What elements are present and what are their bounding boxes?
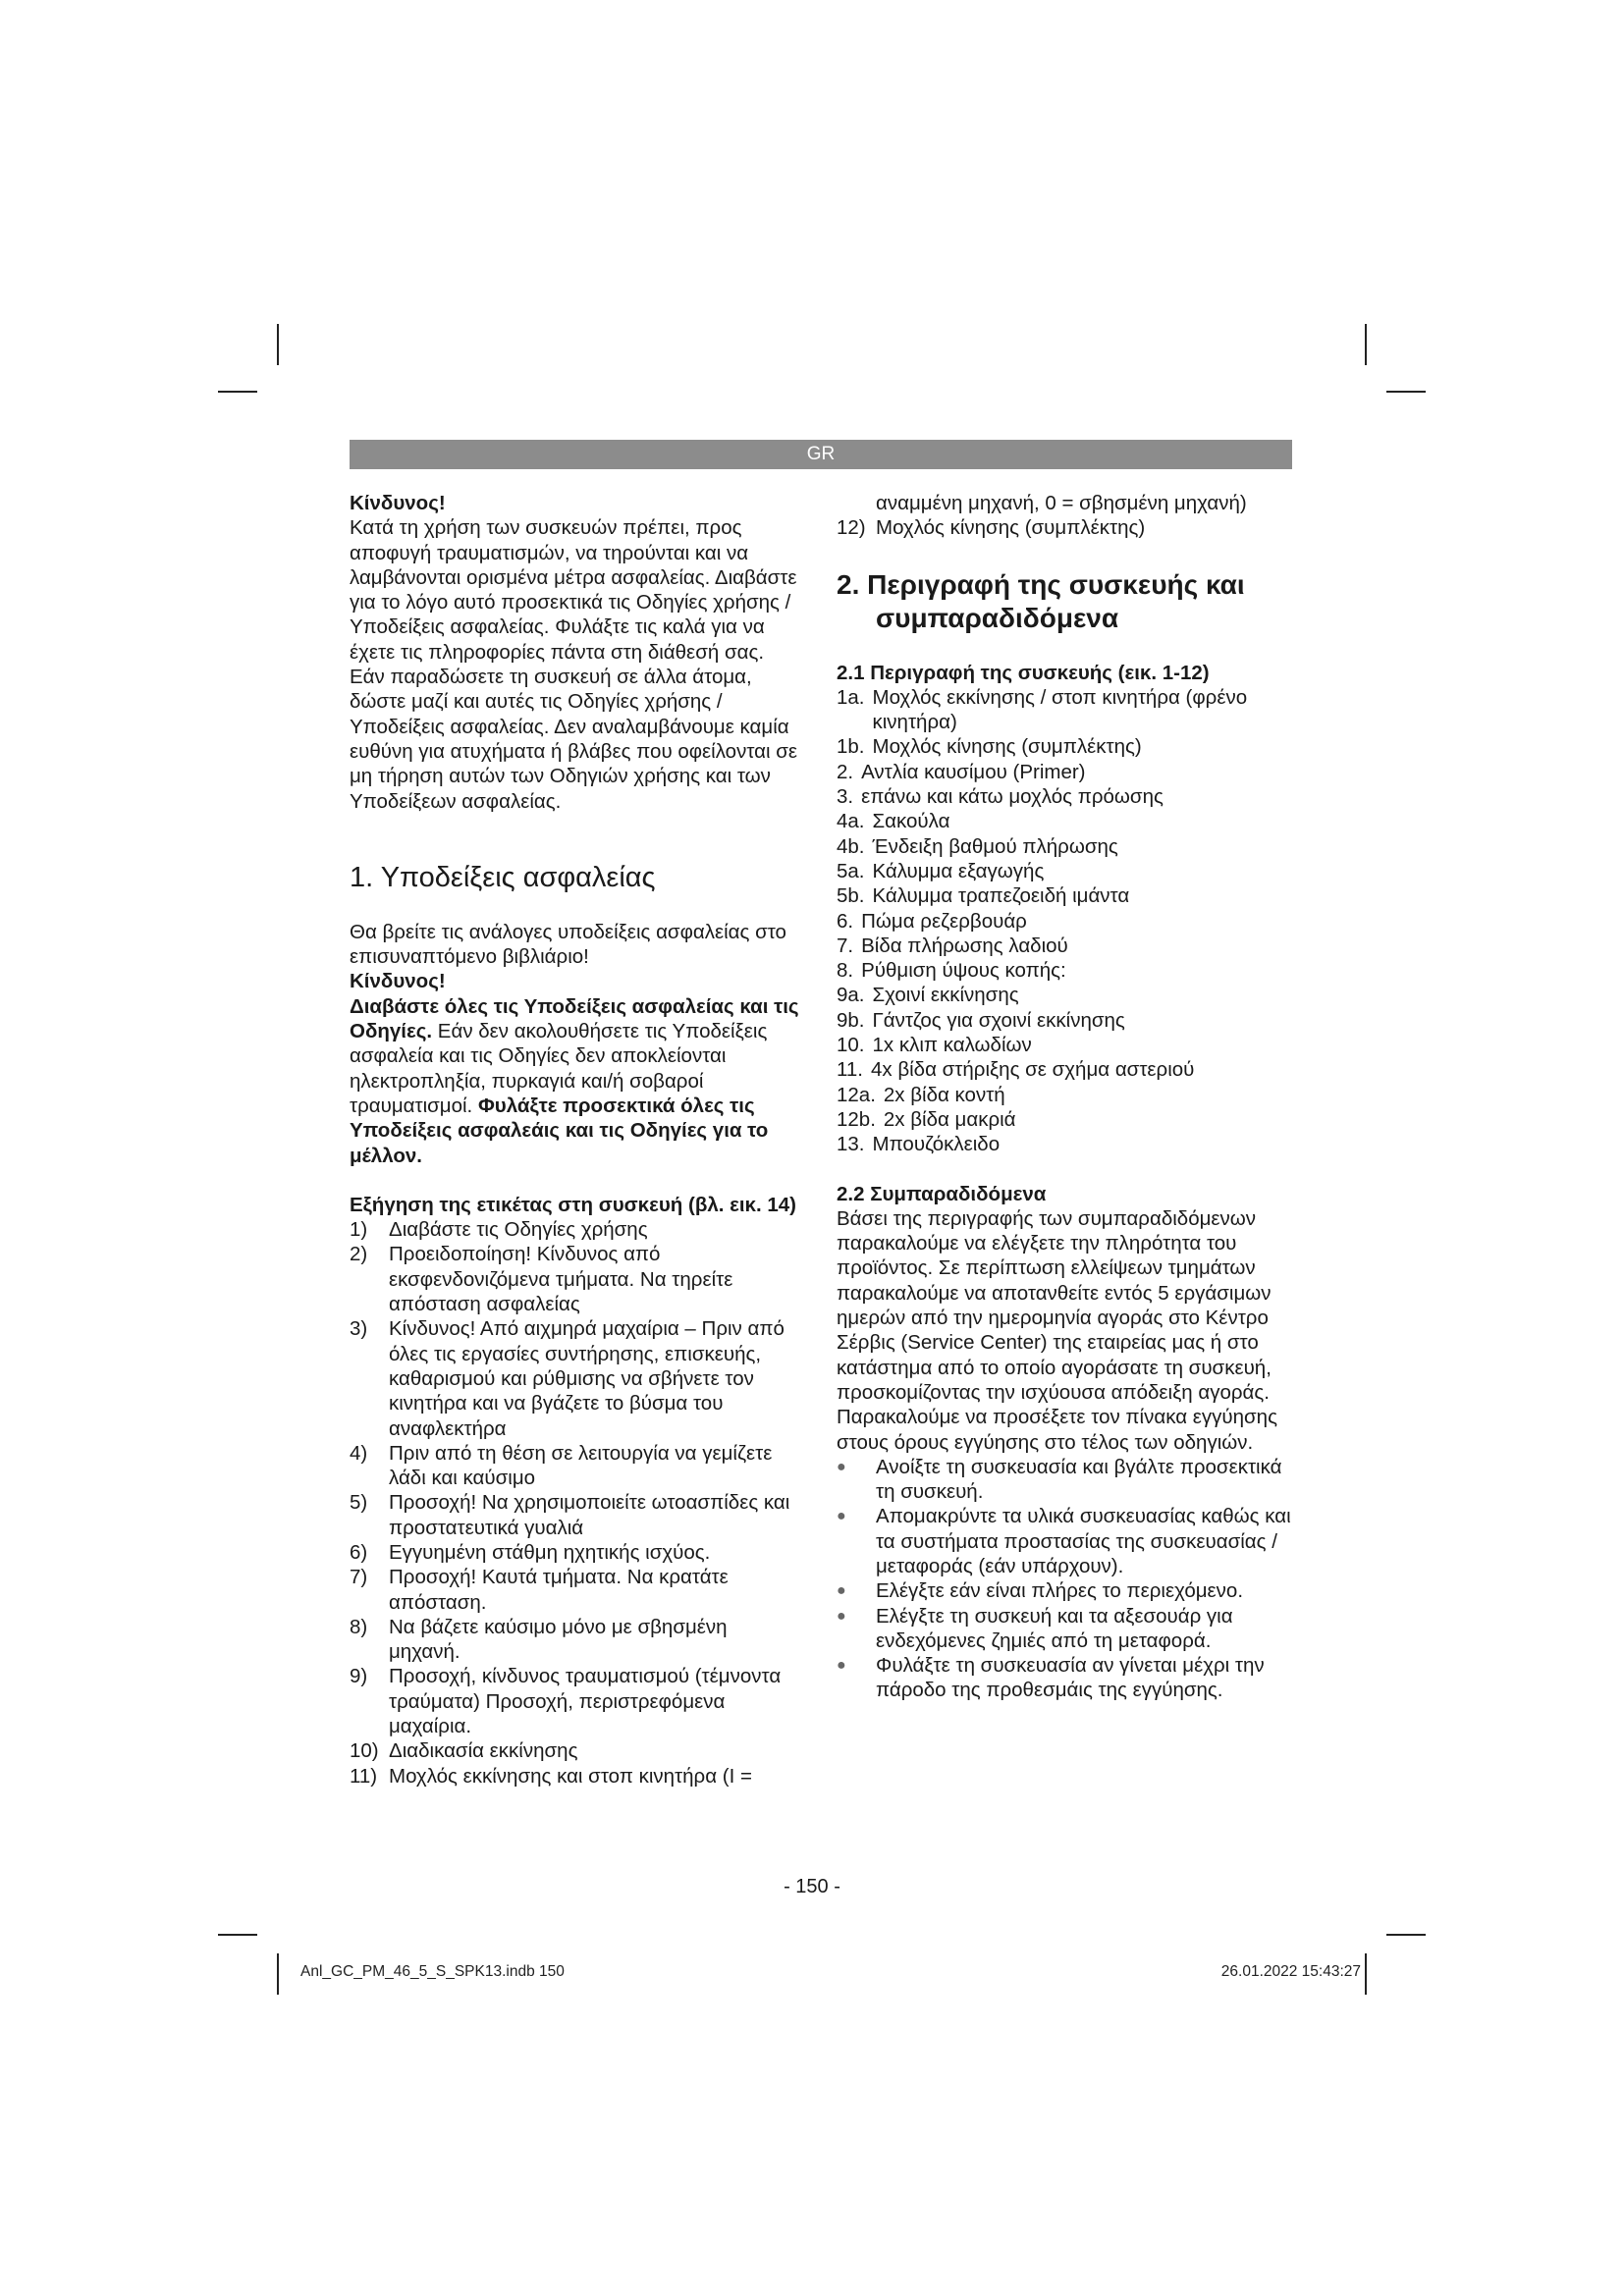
part-item: 10. 1x κλιπ καλωδίων xyxy=(837,1034,1032,1057)
part-item: 4b. Ένδειξη βαθμού πλήρωσης xyxy=(837,834,1118,858)
part-item: 12b. 2x βίδα μακριά xyxy=(837,1107,1016,1131)
list-item: 4) Πριν από τη θέση σε λειτουργία να γεμίζετε λάδι και καύσιμο xyxy=(350,1441,773,1490)
list-item: 8) Να βάζετε καύσιμο μόνο με σβησμένη μηχανή. xyxy=(350,1615,728,1664)
part-item: 9b. Γάντζος για σχοινί εκκίνησης xyxy=(837,1008,1125,1032)
part-item: 5b. Κάλυμμα τραπεζοειδή ιμάντα xyxy=(837,884,1130,908)
subsection-2-2-heading: 2.2 Συμπαραδιδόμενα xyxy=(837,1182,1047,1205)
danger-title-2: Κίνδυνος! xyxy=(350,970,446,993)
danger-paragraph-2 xyxy=(350,994,801,1168)
parts-list xyxy=(837,685,1292,1157)
part-item: 11. 4x βίδα στήριξης σε σχήμα αστεριού xyxy=(837,1058,1195,1082)
list-item: 5) Προσοχή! Να χρησιμοποιείτε ωτοασπίδες και προστατευτικά γυαλιά xyxy=(350,1491,790,1539)
part-item: 9a. Σχοινί εκκίνησης xyxy=(837,984,1019,1007)
danger-title: Κίνδυνος! xyxy=(350,492,446,514)
section-1-heading: 1. Υποδείξεις ασφαλείας xyxy=(350,861,656,893)
bullet-item: ● Φυλάξτε τη συσκευασία αν γίνεται μέχρι την πάροδο της προθεσμάις της εγγύησης. xyxy=(837,1654,1265,1702)
part-item: 6. Πώμα ρεζερβουάρ xyxy=(837,909,1027,933)
part-item: 4a. Σακούλα xyxy=(837,810,950,833)
page-number: - 150 - xyxy=(784,1876,840,1897)
part-item: 3. επάνω και κάτω μοχλός πρόωσης xyxy=(837,785,1164,809)
language-tag: GR xyxy=(806,444,836,464)
list-item: 7) Προσοχή! Καυτά τμήματα. Να κρατάτε απόσταση. xyxy=(350,1566,729,1614)
bullet-icon: ● xyxy=(837,1458,846,1475)
footer-filename: Anl_GC_PM_46_5_S_SPK13.indb 150 xyxy=(300,1963,565,1980)
list-item: 10) Διαδικασία εκκίνησης xyxy=(350,1739,578,1763)
part-item: 13. Μπουζόκλειδο xyxy=(837,1133,1001,1156)
crop-mark-top-left-horizontal xyxy=(218,391,257,393)
subsection-2-1-heading: 2.1 Περιγραφή της συσκευής (εικ. 1-12) xyxy=(837,661,1210,684)
part-item: 1b. Μοχλός κίνησης (συμπλέκτης) xyxy=(837,735,1142,759)
part-item: 1a. Μοχλός εκκίνησης / στοπ κινητήρα (φρένο κινητήρα) xyxy=(837,685,1248,734)
part-item: 7. Βίδα πλήρωσης λαδιού xyxy=(837,934,1068,957)
list-item: 11) Μοχλός εκκίνησης και στοπ κινητήρα (I = xyxy=(350,1764,752,1788)
list-item: 1) Διαβάστε τις Οδηγίες χρήσης xyxy=(350,1218,648,1242)
list-item: 6) Εγγυημένη στάθμη ηχητικής ισχύος. xyxy=(350,1540,711,1564)
list-item: 9) Προσοχή, κίνδυνος τραυματισμού (τέμνοντα τραύματα) Προσοχή, περιστρεφόμενα μαχαίρια. xyxy=(350,1665,782,1738)
list-item: 12) Μοχλός κίνησης (συμπλέκτης) xyxy=(837,516,1146,540)
section-2-heading: 2. Περιγραφή της συσκευής και συμπαραδιδόμενα xyxy=(837,568,1245,633)
list-continuation: αναμμένη μηχανή, 0 = σβησμένη μηχανή) xyxy=(876,492,1247,514)
crop-mark-top-right-vertical xyxy=(1365,324,1367,365)
label-explanation-heading: Εξήγηση της ετικέτας στη συσκευή (βλ. εικ. 14) xyxy=(350,1193,796,1216)
bullet-icon: ● xyxy=(837,1657,846,1675)
language-header-bar xyxy=(350,440,1292,469)
part-item: 5a. Κάλυμμα εξαγωγής xyxy=(837,859,1045,882)
bullet-item: ● Ανοίξτε τη συσκευασία και βγάλτε προσεκτικά τη συσκευή. xyxy=(837,1455,1282,1504)
bullet-item: ● Απομακρύντε τα υλικά συσκευασίας καθώς και τα συστήματα προστασίας της συσκευασίας / μεταφοράς (εάν υπάρχουν). xyxy=(837,1505,1291,1577)
crop-mark-top-left-vertical xyxy=(277,324,279,365)
bullet-icon: ● xyxy=(837,1508,846,1525)
footer-datetime: 26.01.2022 15:43:27 xyxy=(1220,1963,1361,1980)
scope-of-delivery-paragraph: Βάσει της περιγραφής των συμπαραδιδόμενων παρακαλούμε να ελέγξετε την πληρότητα του προϊόντος. Σε περίπτωση ελλείψεων τμημάτων παρακαλούμε να αποτανθείτε εντός 5 εργάσιμων ημερών από την ημερομηνία αγοράς στο Κέντρο Σέρβις (Service Center) της εταιρείας μας ή στο κατάστημα από το οποίο αγοράσατε τη συσκευή, προσκομίζοντας την ισχύουσα απόδειξη αγοράς. Παρακαλούμε να προσέξετε τον πίνακα εγγύησης στους όρους εγγύησης στο τέλος των οδηγιών. xyxy=(837,1206,1277,1454)
part-item: 8. Ρύθμιση ύψους κοπής: xyxy=(837,959,1066,983)
left-column xyxy=(350,491,801,1789)
bullet-item: ● Ελέγξτε τη συσκευή και τα αξεσουάρ για ενδεχόμενες ζημιές από τη μεταφορά. xyxy=(837,1604,1233,1652)
label-items-list xyxy=(350,1217,801,1789)
crop-mark-bottom-left-horizontal xyxy=(218,1934,257,1936)
part-item: 2. Αντλία καυσίμου (Primer) xyxy=(837,760,1086,783)
danger-text-2: Εάν δεν ακολουθήσετε τις Υποδείξεις ασφαλεία και τις Οδηγίες δεν αποκλείονται ηλεκτροπληξία, πυρκαγιά και/ή σοβαροί τραυματισμοί. xyxy=(350,1020,768,1117)
crop-mark-bottom-right-horizontal xyxy=(1386,1934,1426,1936)
crop-mark-top-right-horizontal xyxy=(1386,391,1426,393)
danger-bold-2: Φυλάξτε προσεκτικά όλες τις Υποδείξεις ασφαλεάις και τις Οδηγίες για το μέλλον. xyxy=(350,1094,769,1167)
part-item: 12a. 2x βίδα κοντή xyxy=(837,1083,1005,1106)
right-column xyxy=(837,491,1292,1703)
bullet-icon: ● xyxy=(837,1582,846,1600)
bullet-icon: ● xyxy=(837,1607,846,1625)
crop-mark-bottom-left-vertical xyxy=(277,1953,279,1995)
list-item: 3) Κίνδυνος! Από αιχμηρά μαχαίρια – Πριν από όλες τις εργασίες συντήρησης, επισκευής, καθαρισμού και ρύθμισης να σβήνετε τον κινητήρα και να βγάζετε το βύσμα του αναφλεκτήρα xyxy=(350,1317,785,1440)
danger-bold-1: Διαβάστε όλες τις Υποδείξεις ασφαλείας και τις Οδηγίες. xyxy=(350,994,799,1043)
list-item: 2) Προειδοποίηση! Κίνδυνος από εκσφενδονιζόμενα τμήματα. Να τηρείτε απόσταση ασφαλείας xyxy=(350,1243,733,1316)
section-1-intro: Θα βρείτε τις ανάλογες υποδείξεις ασφαλείας στο επισυναπτόμενο βιβλιάριο! xyxy=(350,920,786,969)
bullet-item: ● Ελέγξτε εάν είναι πλήρες το περιεχόμενο. xyxy=(837,1579,1244,1603)
crop-mark-bottom-right-vertical xyxy=(1365,1953,1367,1995)
unpacking-bullets xyxy=(837,1455,1292,1703)
danger-paragraph: Κατά τη χρήση των συσκευών πρέπει, προς αποφυγή τραυματισμών, να τηρούνται και να λαμβάνονται ορισμένα μέτρα ασφαλείας. Διαβάστε για το λόγο αυτό προσεκτικά τις Οδηγίες χρήσης / Υποδείξεις ασφαλείας. Φυλάξτε τις καλά για να έχετε τις πληροφορίες πάντα στη διάθεσή σας. Εάν παραδώσετε τη συσκευή σε άλλα άτομα, δώστε μαζί και αυτές τις Οδηγίες χρήσης / Υποδείξεις ασφαλείας. Δεν αναλαμβάνουμε καμία ευθύνη για ατυχήματα ή βλάβες που οφείλονται σε μη τήρηση αυτών των Οδηγιών χρήσης και των Υποδείξεων ασφαλείας. xyxy=(350,516,798,813)
